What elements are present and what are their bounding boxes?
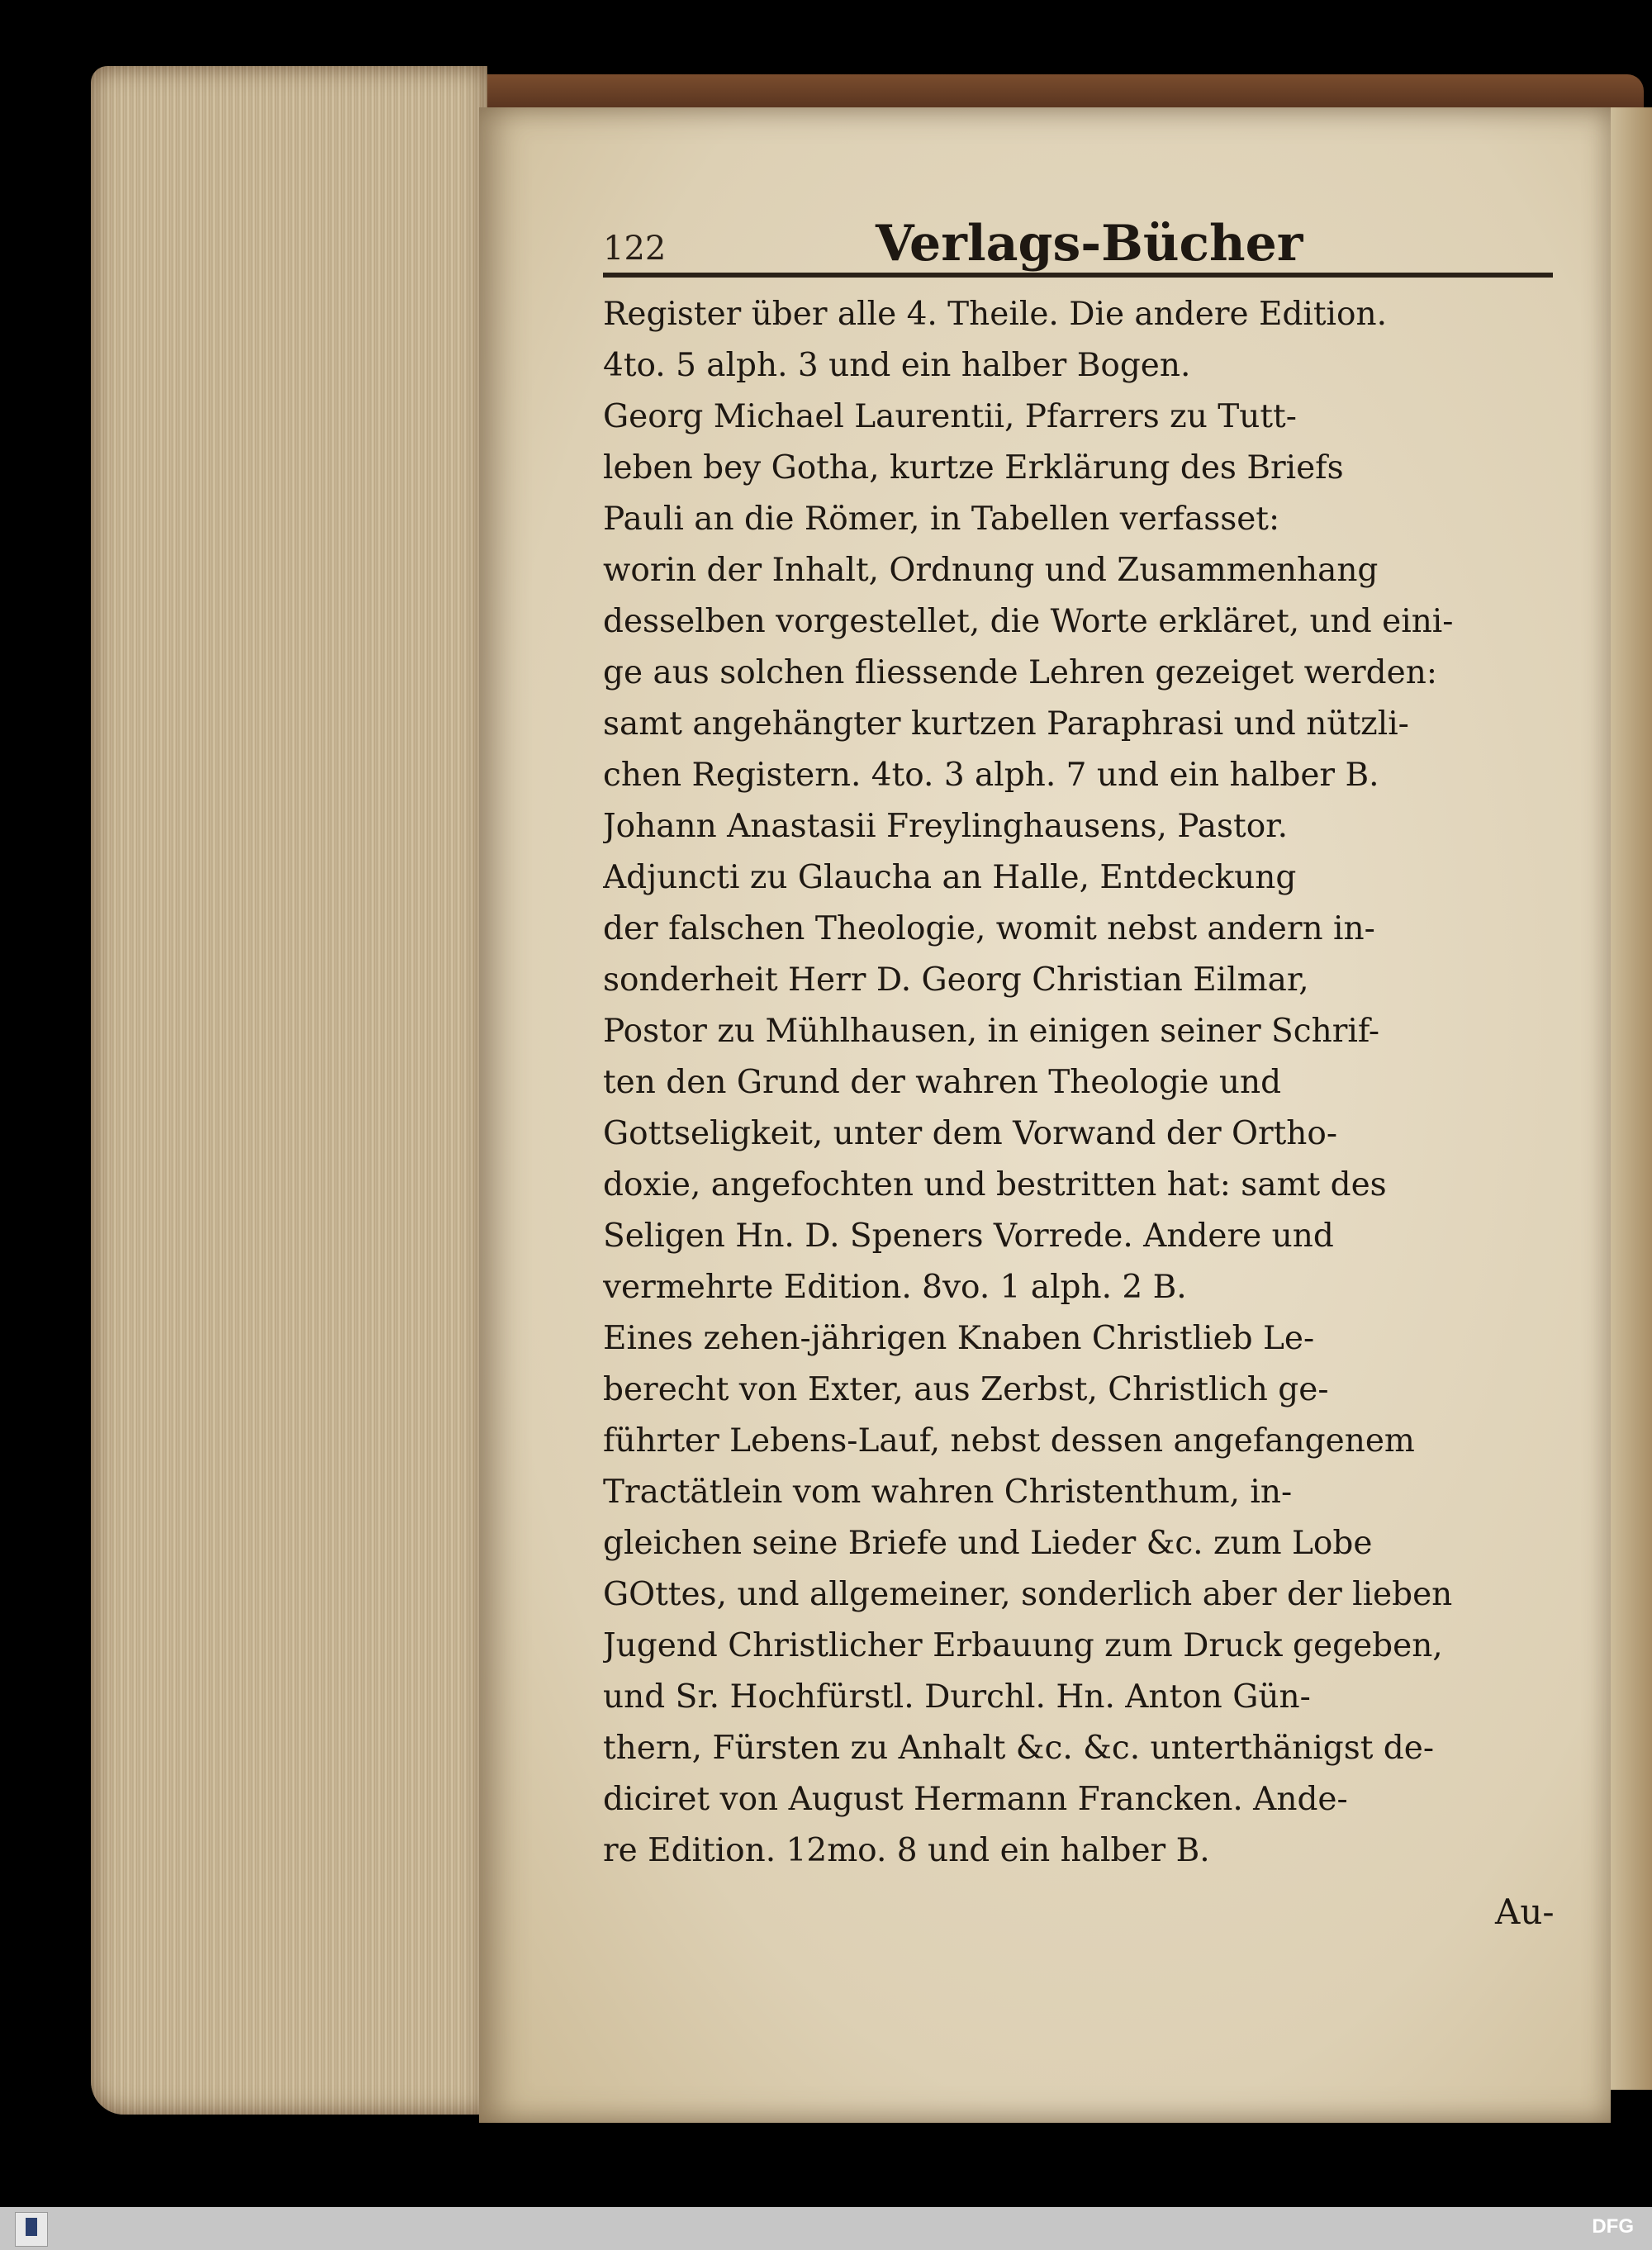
page-text — [603, 289, 1553, 1877]
text-line: Johann Anastasii Freylinghausens, Pastor. — [603, 808, 1288, 845]
running-title: Verlags-Bücher — [876, 215, 1303, 273]
text-line: leben bey Gotha, kurtze Erklärung des Briefs — [603, 449, 1344, 487]
text-line: samt angehängter kurtzen Paraphrasi und nützli- — [603, 705, 1409, 743]
text-line: Jugend Christlicher Erbauung zum Druck gegeben, — [603, 1627, 1443, 1664]
text-line: Seligen Hn. D. Speners Vorrede. Andere und — [603, 1218, 1334, 1255]
text-line: berecht von Exter, aus Zerbst, Christlich ge- — [603, 1371, 1329, 1408]
text-line: Register über alle 4. Theile. Die andere Edition. — [603, 296, 1388, 333]
facing-page-edge — [1611, 107, 1652, 2090]
header-rule — [603, 273, 1553, 278]
viewer-footer-bar — [0, 2207, 1652, 2250]
text-line: führter Lebens-Lauf, nebst dessen angefangenem — [603, 1422, 1415, 1460]
text-line: Adjuncti zu Glaucha an Halle, Entdeckung — [603, 859, 1297, 896]
text-line: chen Registern. 4to. 3 alph. 7 und ein halber B. — [603, 757, 1379, 794]
text-line: ge aus solchen fliessende Lehren gezeiget werden: — [603, 654, 1437, 691]
text-line: diciret von August Hermann Francken. Ande- — [603, 1781, 1348, 1818]
text-line: worin der Inhalt, Ordnung und Zusammenhang — [603, 552, 1379, 589]
text-line: Georg Michael Laurentii, Pfarrers zu Tutt- — [603, 398, 1297, 435]
page-header — [603, 215, 1553, 289]
text-line: sonderheit Herr D. Georg Christian Eilmar, — [603, 961, 1309, 999]
text-line: vermehrte Edition. 8vo. 1 alph. 2 B. — [603, 1269, 1187, 1306]
text-line: re Edition. 12mo. 8 und ein halber B. — [603, 1832, 1210, 1869]
catchword: Au- — [1495, 1892, 1555, 1932]
text-line: thern, Fürsten zu Anhalt &c. &c. unterthänigst de- — [603, 1730, 1435, 1767]
text-line: Postor zu Mühlhausen, in einigen seiner Schrif- — [603, 1013, 1380, 1050]
text-line: und Sr. Hochfürstl. Durchl. Hn. Anton Gün- — [603, 1678, 1311, 1716]
text-line: Tractätlein vom wahren Christenthum, in- — [603, 1474, 1293, 1511]
dfg-logo[interactable]: DFG — [1592, 2215, 1634, 2238]
text-line: Eines zehen-jährigen Knaben Christlieb Le- — [603, 1320, 1315, 1357]
text-line: Pauli an die Römer, in Tabellen verfasset: — [603, 501, 1280, 538]
text-line: desselben vorgestellet, die Worte erkläret, und eini- — [603, 603, 1454, 640]
text-line: GOttes, und allgemeiner, sonderlich aber der lieben — [603, 1576, 1453, 1613]
text-line: gleichen seine Briefe und Lieder &c. zum Lobe — [603, 1525, 1373, 1562]
text-line: Gottseligkeit, unter dem Vorwand der Ortho- — [603, 1115, 1338, 1152]
text-line: 4to. 5 alph. 3 und ein halber Bogen. — [603, 347, 1191, 384]
text-line: doxie, angefochten und bestritten hat: samt des — [603, 1166, 1387, 1203]
page-number: 122 — [603, 230, 667, 268]
text-line: ten den Grund der wahren Theologie und — [603, 1064, 1282, 1101]
book-page-edges — [91, 66, 487, 2115]
text-line: der falschen Theologie, womit nebst andern in- — [603, 910, 1375, 947]
library-logo-icon[interactable] — [15, 2212, 48, 2247]
book-page — [479, 107, 1611, 2123]
